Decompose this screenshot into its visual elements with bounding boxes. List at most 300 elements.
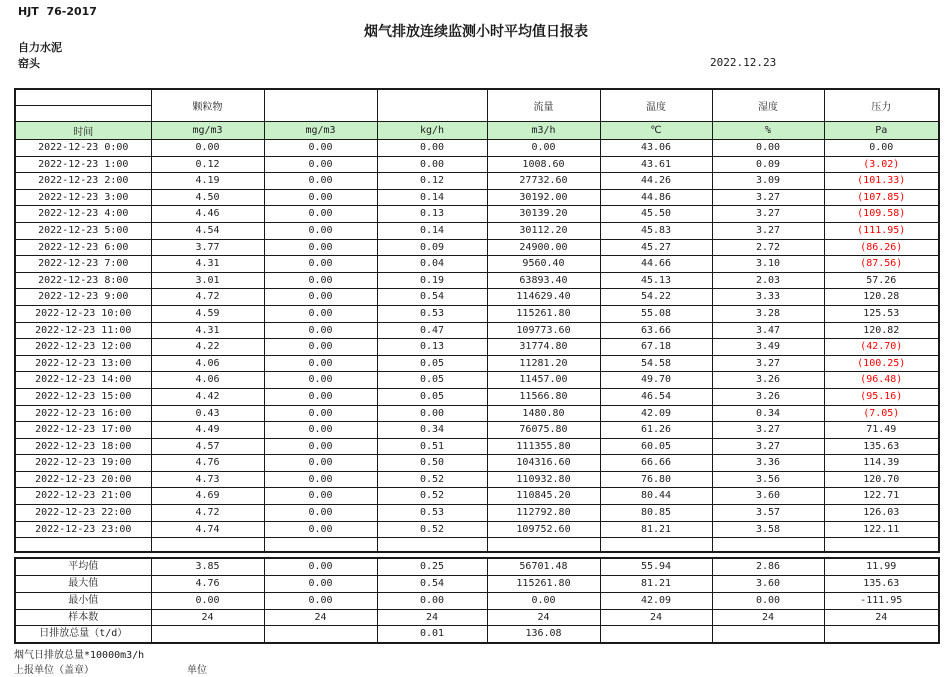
summary-row (15, 576, 939, 593)
value-cell: 24900.00 (487, 239, 600, 256)
summary-value-cell: 3.60 (712, 576, 824, 593)
table-row (15, 256, 939, 273)
summary-value-cell: 0.54 (377, 576, 487, 593)
value-cell: 3.10 (712, 256, 824, 273)
summary-value-cell: 0.00 (264, 592, 377, 609)
value-cell: 3.33 (712, 289, 824, 306)
value-cell: 1008.60 (487, 156, 600, 173)
time-cell: 2022-12-23 3:00 (15, 189, 151, 206)
value-cell: 60.05 (600, 438, 712, 455)
value-cell: 110932.80 (487, 471, 600, 488)
summary-value-cell: 0.01 (377, 626, 487, 643)
time-cell: 2022-12-23 1:00 (15, 156, 151, 173)
value-cell: 30112.20 (487, 222, 600, 239)
value-cell: 0.54 (377, 289, 487, 306)
table-row (15, 339, 939, 356)
value-cell: 0.13 (377, 339, 487, 356)
table-row (15, 206, 939, 223)
value-cell: 3.26 (712, 388, 824, 405)
value-cell: 4.22 (151, 339, 264, 356)
summary-table-body (15, 558, 939, 643)
blank-cell (377, 538, 487, 553)
footer-unit-label: 单位 (187, 665, 207, 676)
table-row (15, 521, 939, 538)
value-cell: (101.33) (824, 173, 939, 190)
page-title: 烟气排放连续监测小时平均值日报表 (364, 24, 588, 40)
blank-cell (712, 538, 824, 553)
summary-table (14, 557, 940, 644)
value-cell: 80.85 (600, 505, 712, 522)
value-cell: 0.05 (377, 355, 487, 372)
value-cell: 30192.00 (487, 189, 600, 206)
time-cell: 2022-12-23 22:00 (15, 505, 151, 522)
value-cell: 0.00 (264, 372, 377, 389)
blank-cell (487, 538, 600, 553)
value-cell: 0.00 (264, 388, 377, 405)
summary-label-cell: 日排放总量（t/d） (15, 626, 151, 643)
value-cell: 76075.80 (487, 422, 600, 439)
value-cell: 4.06 (151, 355, 264, 372)
value-cell: 4.72 (151, 289, 264, 306)
blank-cell (824, 538, 939, 553)
value-cell: 0.00 (264, 455, 377, 472)
table-row (15, 355, 939, 372)
table-row (15, 322, 939, 339)
value-cell: (96.48) (824, 372, 939, 389)
value-cell: 120.28 (824, 289, 939, 306)
summary-value-cell (600, 626, 712, 643)
summary-value-cell: -111.95 (824, 592, 939, 609)
summary-value-cell: 2.86 (712, 558, 824, 575)
time-cell: 2022-12-23 19:00 (15, 455, 151, 472)
value-cell: 4.49 (151, 422, 264, 439)
value-cell: 4.31 (151, 256, 264, 273)
value-cell: 0.00 (824, 140, 939, 157)
time-cell: 2022-12-23 23:00 (15, 521, 151, 538)
summary-value-cell: 55.94 (600, 558, 712, 575)
header-temperature: 温度 (600, 89, 712, 122)
blank-cell (600, 538, 712, 553)
summary-value-cell: 0.00 (712, 592, 824, 609)
summary-value-cell: 24 (264, 609, 377, 626)
table-row (15, 405, 939, 422)
value-cell: 3.28 (712, 305, 824, 322)
value-cell: 0.00 (264, 239, 377, 256)
value-cell: 0.00 (264, 322, 377, 339)
value-cell: 125.53 (824, 305, 939, 322)
value-cell: (3.02) (824, 156, 939, 173)
time-cell: 2022-12-23 21:00 (15, 488, 151, 505)
value-cell: 11566.80 (487, 388, 600, 405)
unit-m3h: m3/h (487, 122, 600, 140)
table-row (15, 189, 939, 206)
value-cell: 0.12 (151, 156, 264, 173)
value-cell: 0.34 (377, 422, 487, 439)
report-date: 2022.12.23 (710, 56, 777, 69)
summary-value-cell: 115261.80 (487, 576, 600, 593)
header-flow: 流量 (487, 89, 600, 122)
time-cell: 2022-12-23 16:00 (15, 405, 151, 422)
value-cell: 0.00 (264, 355, 377, 372)
value-cell: 66.66 (600, 455, 712, 472)
value-cell: 0.00 (264, 422, 377, 439)
summary-label-cell: 最小值 (15, 592, 151, 609)
blank-cell (15, 538, 151, 553)
summary-value-cell: 24 (487, 609, 600, 626)
unit-kgh: kg/h (377, 122, 487, 140)
value-cell: 3.49 (712, 339, 824, 356)
summary-value-cell: 0.25 (377, 558, 487, 575)
report-tables (14, 88, 938, 644)
value-cell: 0.09 (377, 239, 487, 256)
value-cell: 3.01 (151, 272, 264, 289)
time-cell: 2022-12-23 18:00 (15, 438, 151, 455)
table-row (15, 156, 939, 173)
blank-cell (151, 538, 264, 553)
unit-header-row (15, 122, 939, 140)
value-cell: 0.00 (487, 140, 600, 157)
value-cell: 0.52 (377, 488, 487, 505)
value-cell: 81.21 (600, 521, 712, 538)
summary-row (15, 592, 939, 609)
summary-value-cell: 0.00 (264, 576, 377, 593)
value-cell: 0.47 (377, 322, 487, 339)
summary-row (15, 626, 939, 643)
value-cell: 120.82 (824, 322, 939, 339)
value-cell: 0.50 (377, 455, 487, 472)
value-cell: 112792.80 (487, 505, 600, 522)
value-cell: 0.00 (264, 471, 377, 488)
value-cell: 0.51 (377, 438, 487, 455)
value-cell: 0.00 (264, 305, 377, 322)
value-cell: 0.14 (377, 222, 487, 239)
value-cell: 4.69 (151, 488, 264, 505)
value-cell: 3.27 (712, 189, 824, 206)
value-cell: (87.56) (824, 256, 939, 273)
value-cell: 104316.60 (487, 455, 600, 472)
time-cell: 2022-12-23 17:00 (15, 422, 151, 439)
header-humidity: 湿度 (712, 89, 824, 122)
footer-report-unit: 上报单位（盖章） (14, 665, 94, 676)
value-cell: 4.19 (151, 173, 264, 190)
table-row (15, 455, 939, 472)
unit-mgm3-2: mg/m3 (264, 122, 377, 140)
value-cell: 4.50 (151, 189, 264, 206)
value-cell: 114629.40 (487, 289, 600, 306)
table-row (15, 438, 939, 455)
value-cell: 0.00 (264, 140, 377, 157)
time-cell: 2022-12-23 11:00 (15, 322, 151, 339)
value-cell: 45.13 (600, 272, 712, 289)
time-cell: 2022-12-23 7:00 (15, 256, 151, 273)
value-cell: 45.27 (600, 239, 712, 256)
header-blank-2 (377, 89, 487, 122)
value-cell: 109773.60 (487, 322, 600, 339)
table-row (15, 140, 939, 157)
value-cell: 3.27 (712, 422, 824, 439)
value-cell: 11457.00 (487, 372, 600, 389)
value-cell: 30139.20 (487, 206, 600, 223)
value-cell: 122.71 (824, 488, 939, 505)
value-cell: 0.00 (264, 488, 377, 505)
value-cell: 0.05 (377, 372, 487, 389)
value-cell: 0.00 (264, 256, 377, 273)
value-cell: 110845.20 (487, 488, 600, 505)
time-cell: 2022-12-23 12:00 (15, 339, 151, 356)
value-cell: 63893.40 (487, 272, 600, 289)
time-cell: 2022-12-23 2:00 (15, 173, 151, 190)
value-cell: 0.00 (264, 222, 377, 239)
value-cell: 57.26 (824, 272, 939, 289)
summary-value-cell (264, 626, 377, 643)
unit-time: 时间 (15, 122, 151, 140)
value-cell: 0.00 (377, 405, 487, 422)
value-cell: 4.76 (151, 455, 264, 472)
value-cell: 54.58 (600, 355, 712, 372)
value-cell: 0.00 (264, 339, 377, 356)
value-cell: 4.46 (151, 206, 264, 223)
value-cell: 0.00 (264, 505, 377, 522)
value-cell: 4.72 (151, 505, 264, 522)
value-cell: (7.05) (824, 405, 939, 422)
hourly-data-table (14, 88, 940, 553)
value-cell: 54.22 (600, 289, 712, 306)
value-cell: 0.00 (377, 140, 487, 157)
time-cell: 2022-12-23 6:00 (15, 239, 151, 256)
summary-value-cell: 42.09 (600, 592, 712, 609)
value-cell: 0.00 (264, 521, 377, 538)
value-cell: 3.27 (712, 438, 824, 455)
value-cell: 3.26 (712, 372, 824, 389)
value-cell: (107.85) (824, 189, 939, 206)
value-cell: (86.26) (824, 239, 939, 256)
value-cell: (109.58) (824, 206, 939, 223)
value-cell: (111.95) (824, 222, 939, 239)
value-cell: 4.54 (151, 222, 264, 239)
header-empty-cell (15, 89, 151, 106)
summary-row (15, 558, 939, 575)
value-cell: 126.03 (824, 505, 939, 522)
header-blank-1 (264, 89, 377, 122)
value-cell: 4.74 (151, 521, 264, 538)
value-cell: 0.00 (377, 156, 487, 173)
table-row (15, 289, 939, 306)
table-row (15, 372, 939, 389)
value-cell: 4.73 (151, 471, 264, 488)
value-cell: (95.16) (824, 388, 939, 405)
unit-mgm3-1: mg/m3 (151, 122, 264, 140)
value-cell: 0.53 (377, 505, 487, 522)
value-cell: 0.34 (712, 405, 824, 422)
summary-value-cell: 3.85 (151, 558, 264, 575)
station-name: 窑头 (18, 57, 40, 70)
value-cell: 61.26 (600, 422, 712, 439)
company-name: 自力水泥 (18, 41, 62, 54)
value-cell: 0.00 (264, 438, 377, 455)
summary-value-cell (824, 626, 939, 643)
value-cell: (42.70) (824, 339, 939, 356)
summary-value-cell: 24 (824, 609, 939, 626)
value-cell: 4.57 (151, 438, 264, 455)
value-cell: 44.26 (600, 173, 712, 190)
time-cell: 2022-12-23 0:00 (15, 140, 151, 157)
value-cell: 11281.20 (487, 355, 600, 372)
summary-label-cell: 平均值 (15, 558, 151, 575)
value-cell: 31774.80 (487, 339, 600, 356)
table-row (15, 505, 939, 522)
table-row (15, 388, 939, 405)
value-cell: 43.06 (600, 140, 712, 157)
summary-value-cell (712, 626, 824, 643)
value-cell: 43.61 (600, 156, 712, 173)
unit-pa: Pa (824, 122, 939, 140)
header-pressure: 压力 (824, 89, 939, 122)
summary-value-cell: 56701.48 (487, 558, 600, 575)
summary-value-cell: 81.21 (600, 576, 712, 593)
unit-celsius: ℃ (600, 122, 712, 140)
summary-value-cell: 0.00 (487, 592, 600, 609)
value-cell: 0.00 (264, 173, 377, 190)
unit-percent: % (712, 122, 824, 140)
value-cell: 3.27 (712, 222, 824, 239)
value-cell: 114.39 (824, 455, 939, 472)
summary-value-cell: 24 (377, 609, 487, 626)
value-cell: 0.13 (377, 206, 487, 223)
value-cell: 0.14 (377, 189, 487, 206)
time-cell: 2022-12-23 15:00 (15, 388, 151, 405)
value-cell: 45.83 (600, 222, 712, 239)
value-cell: 0.00 (264, 189, 377, 206)
footer-note: 烟气日排放总量*10000m3/h (14, 650, 145, 661)
value-cell: 0.00 (151, 140, 264, 157)
summary-value-cell (151, 626, 264, 643)
value-cell: 46.54 (600, 388, 712, 405)
value-cell: 0.52 (377, 521, 487, 538)
value-cell: 27732.60 (487, 173, 600, 190)
summary-value-cell: 0.00 (151, 592, 264, 609)
time-cell: 2022-12-23 13:00 (15, 355, 151, 372)
value-cell: 3.36 (712, 455, 824, 472)
value-cell: 122.11 (824, 521, 939, 538)
value-cell: 109752.60 (487, 521, 600, 538)
value-cell: 44.86 (600, 189, 712, 206)
main-table-body (15, 140, 939, 553)
summary-value-cell: 24 (712, 609, 824, 626)
value-cell: 3.60 (712, 488, 824, 505)
value-cell: 1480.80 (487, 405, 600, 422)
blank-row (15, 538, 939, 553)
value-cell: 2.72 (712, 239, 824, 256)
value-cell: 0.53 (377, 305, 487, 322)
time-cell: 2022-12-23 10:00 (15, 305, 151, 322)
value-cell: 4.06 (151, 372, 264, 389)
value-cell: 63.66 (600, 322, 712, 339)
table-row (15, 471, 939, 488)
value-cell: 3.58 (712, 521, 824, 538)
value-cell: 120.70 (824, 471, 939, 488)
doc-code: HJT 76-2017 (18, 5, 97, 18)
value-cell: 0.04 (377, 256, 487, 273)
value-cell: 3.27 (712, 355, 824, 372)
value-cell: 3.47 (712, 322, 824, 339)
value-cell: 67.18 (600, 339, 712, 356)
value-cell: 44.66 (600, 256, 712, 273)
time-cell: 2022-12-23 8:00 (15, 272, 151, 289)
time-cell: 2022-12-23 5:00 (15, 222, 151, 239)
value-cell: 111355.80 (487, 438, 600, 455)
summary-value-cell: 136.08 (487, 626, 600, 643)
value-cell: 9560.40 (487, 256, 600, 273)
time-cell: 2022-12-23 14:00 (15, 372, 151, 389)
table-row (15, 173, 939, 190)
value-cell: 49.70 (600, 372, 712, 389)
table-row (15, 305, 939, 322)
summary-value-cell: 0.00 (377, 592, 487, 609)
table-row (15, 222, 939, 239)
value-cell: 2.03 (712, 272, 824, 289)
value-cell: 115261.80 (487, 305, 600, 322)
value-cell: 0.05 (377, 388, 487, 405)
value-cell: 4.59 (151, 305, 264, 322)
group-header-row (15, 89, 939, 106)
value-cell: 3.27 (712, 206, 824, 223)
summary-value-cell: 135.63 (824, 576, 939, 593)
value-cell: 3.09 (712, 173, 824, 190)
summary-label-cell: 样本数 (15, 609, 151, 626)
time-cell: 2022-12-23 4:00 (15, 206, 151, 223)
summary-value-cell: 24 (151, 609, 264, 626)
value-cell: 0.19 (377, 272, 487, 289)
value-cell: 76.80 (600, 471, 712, 488)
summary-label-cell: 最大值 (15, 576, 151, 593)
value-cell: 0.12 (377, 173, 487, 190)
value-cell: 0.00 (264, 156, 377, 173)
value-cell: 4.42 (151, 388, 264, 405)
header-particulate: 颗粒物 (151, 89, 264, 122)
table-row (15, 272, 939, 289)
value-cell: 42.09 (600, 405, 712, 422)
summary-value-cell: 24 (600, 609, 712, 626)
table-row (15, 488, 939, 505)
value-cell: 0.00 (264, 206, 377, 223)
value-cell: 55.08 (600, 305, 712, 322)
value-cell: 0.00 (264, 272, 377, 289)
summary-value-cell: 11.99 (824, 558, 939, 575)
time-cell: 2022-12-23 9:00 (15, 289, 151, 306)
value-cell: 71.49 (824, 422, 939, 439)
value-cell: 3.77 (151, 239, 264, 256)
value-cell: 0.52 (377, 471, 487, 488)
summary-row (15, 609, 939, 626)
header-empty-cell-2 (15, 106, 151, 122)
value-cell: 4.31 (151, 322, 264, 339)
value-cell: 3.56 (712, 471, 824, 488)
blank-cell (264, 538, 377, 553)
value-cell: (100.25) (824, 355, 939, 372)
table-row (15, 422, 939, 439)
value-cell: 0.43 (151, 405, 264, 422)
value-cell: 3.57 (712, 505, 824, 522)
value-cell: 0.00 (264, 405, 377, 422)
value-cell: 80.44 (600, 488, 712, 505)
table-row (15, 239, 939, 256)
summary-value-cell: 0.00 (264, 558, 377, 575)
summary-value-cell: 4.76 (151, 576, 264, 593)
value-cell: 135.63 (824, 438, 939, 455)
time-cell: 2022-12-23 20:00 (15, 471, 151, 488)
value-cell: 45.50 (600, 206, 712, 223)
value-cell: 0.00 (712, 140, 824, 157)
